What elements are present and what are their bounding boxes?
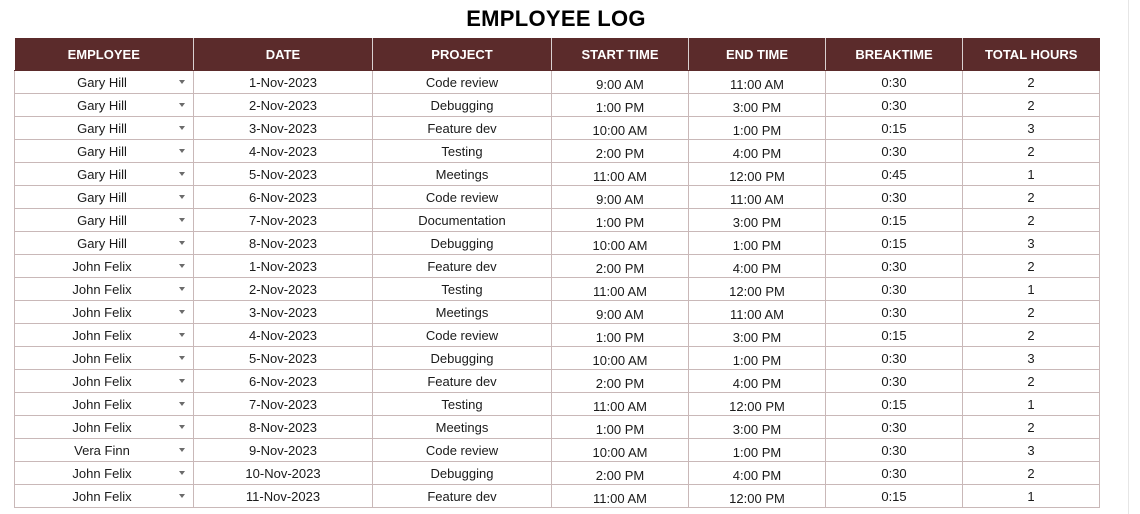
cell-total-hours[interactable]: 2 xyxy=(963,186,1100,209)
table-row xyxy=(15,117,1100,140)
column-header-breaktime[interactable]: BREAKTIME xyxy=(826,38,963,71)
chevron-down-icon[interactable] xyxy=(179,448,185,452)
employee-name: John Felix xyxy=(72,281,132,297)
table-row xyxy=(15,94,1100,117)
table-row xyxy=(15,485,1100,508)
cell-project[interactable]: Feature dev xyxy=(373,485,552,508)
cell-breaktime[interactable]: 0:30 xyxy=(826,71,963,94)
cell-employee-dropdown[interactable] xyxy=(15,393,194,416)
chevron-down-icon[interactable] xyxy=(179,471,185,475)
cell-date[interactable]: 2-Nov-2023 xyxy=(194,94,373,117)
cell-end-time[interactable]: 12:00 PM xyxy=(689,278,826,301)
cell-breaktime[interactable]: 0:30 xyxy=(826,347,963,370)
employee-name: Gary Hill xyxy=(77,212,127,228)
cell-employee-dropdown[interactable] xyxy=(15,347,194,370)
cell-date[interactable]: 5-Nov-2023 xyxy=(194,347,373,370)
employee-name: John Felix xyxy=(72,488,132,504)
cell-breaktime[interactable]: 0:30 xyxy=(826,94,963,117)
cell-date[interactable]: 8-Nov-2023 xyxy=(194,232,373,255)
table-row xyxy=(15,301,1100,324)
employee-name: John Felix xyxy=(72,419,132,435)
cell-date[interactable]: 1-Nov-2023 xyxy=(194,71,373,94)
cell-start-time[interactable]: 11:00 AM xyxy=(552,278,689,301)
chevron-down-icon[interactable] xyxy=(179,425,185,429)
chevron-down-icon[interactable] xyxy=(179,264,185,268)
chevron-down-icon[interactable] xyxy=(179,356,185,360)
cell-total-hours[interactable]: 2 xyxy=(963,209,1100,232)
cell-breaktime[interactable]: 0:30 xyxy=(826,278,963,301)
cell-end-time[interactable]: 11:00 AM xyxy=(689,301,826,324)
cell-employee-dropdown[interactable] xyxy=(15,278,194,301)
cell-total-hours[interactable]: 1 xyxy=(963,278,1100,301)
cell-end-time[interactable]: 12:00 PM xyxy=(689,163,826,186)
cell-employee-dropdown[interactable] xyxy=(15,485,194,508)
cell-total-hours[interactable]: 3 xyxy=(963,232,1100,255)
chevron-down-icon[interactable] xyxy=(179,103,185,107)
cell-total-hours[interactable]: 2 xyxy=(963,416,1100,439)
cell-date[interactable]: 8-Nov-2023 xyxy=(194,416,373,439)
cell-total-hours[interactable]: 2 xyxy=(963,370,1100,393)
cell-start-time[interactable]: 9:00 AM xyxy=(552,301,689,324)
employee-name: John Felix xyxy=(72,465,132,481)
cell-breaktime[interactable]: 0:30 xyxy=(826,439,963,462)
cell-project[interactable]: Feature dev xyxy=(373,117,552,140)
cell-employee-dropdown[interactable] xyxy=(15,209,194,232)
employee-name: John Felix xyxy=(72,304,132,320)
cell-total-hours[interactable]: 1 xyxy=(963,485,1100,508)
cell-end-time[interactable]: 3:00 PM xyxy=(689,209,826,232)
employee-name: Vera Finn xyxy=(74,442,130,458)
sheet-right-edge xyxy=(1128,0,1129,514)
employee-name: John Felix xyxy=(72,258,132,274)
employee-name: Gary Hill xyxy=(77,120,127,136)
cell-project[interactable]: Meetings xyxy=(373,416,552,439)
cell-start-time[interactable]: 2:00 PM xyxy=(552,140,689,163)
cell-breaktime[interactable]: 0:15 xyxy=(826,117,963,140)
table-row xyxy=(15,186,1100,209)
table-row xyxy=(15,278,1100,301)
cell-start-time[interactable]: 10:00 AM xyxy=(552,117,689,140)
cell-total-hours[interactable]: 1 xyxy=(963,163,1100,186)
table-row xyxy=(15,140,1100,163)
chevron-down-icon[interactable] xyxy=(179,149,185,153)
cell-breaktime[interactable]: 0:30 xyxy=(826,255,963,278)
cell-end-time[interactable]: 1:00 PM xyxy=(689,347,826,370)
cell-date[interactable]: 6-Nov-2023 xyxy=(194,186,373,209)
cell-employee-dropdown[interactable] xyxy=(15,416,194,439)
cell-start-time[interactable]: 10:00 AM xyxy=(552,439,689,462)
cell-total-hours[interactable]: 2 xyxy=(963,462,1100,485)
cell-date[interactable]: 6-Nov-2023 xyxy=(194,370,373,393)
cell-breaktime[interactable]: 0:15 xyxy=(826,485,963,508)
column-header-date[interactable]: DATE xyxy=(194,38,373,71)
table-row xyxy=(15,324,1100,347)
employee-name: Gary Hill xyxy=(77,97,127,113)
cell-end-time[interactable]: 3:00 PM xyxy=(689,416,826,439)
cell-end-time[interactable]: 11:00 AM xyxy=(689,71,826,94)
employee-name: Gary Hill xyxy=(77,166,127,182)
cell-employee-dropdown[interactable] xyxy=(15,117,194,140)
chevron-down-icon[interactable] xyxy=(179,402,185,406)
table-row xyxy=(15,462,1100,485)
cell-end-time[interactable]: 4:00 PM xyxy=(689,462,826,485)
cell-end-time[interactable]: 11:00 AM xyxy=(689,186,826,209)
cell-total-hours[interactable]: 3 xyxy=(963,439,1100,462)
cell-total-hours[interactable]: 2 xyxy=(963,301,1100,324)
cell-date[interactable]: 11-Nov-2023 xyxy=(194,485,373,508)
cell-end-time[interactable]: 3:00 PM xyxy=(689,324,826,347)
cell-end-time[interactable]: 3:00 PM xyxy=(689,94,826,117)
cell-end-time[interactable]: 4:00 PM xyxy=(689,255,826,278)
table-row xyxy=(15,347,1100,370)
cell-start-time[interactable]: 9:00 AM xyxy=(552,71,689,94)
cell-start-time[interactable]: 1:00 PM xyxy=(552,324,689,347)
cell-breaktime[interactable]: 0:15 xyxy=(826,209,963,232)
cell-project[interactable]: Debugging xyxy=(373,94,552,117)
cell-start-time[interactable]: 2:00 PM xyxy=(552,462,689,485)
table-row xyxy=(15,439,1100,462)
cell-breaktime[interactable]: 0:30 xyxy=(826,186,963,209)
cell-end-time[interactable]: 4:00 PM xyxy=(689,140,826,163)
table-row xyxy=(15,416,1100,439)
cell-breaktime[interactable]: 0:15 xyxy=(826,232,963,255)
cell-project[interactable]: Debugging xyxy=(373,347,552,370)
chevron-down-icon[interactable] xyxy=(179,241,185,245)
table-row xyxy=(15,163,1100,186)
employee-name: Gary Hill xyxy=(77,143,127,159)
cell-start-time[interactable]: 1:00 PM xyxy=(552,416,689,439)
cell-start-time[interactable]: 11:00 AM xyxy=(552,485,689,508)
cell-project[interactable]: Documentation xyxy=(373,209,552,232)
cell-date[interactable]: 7-Nov-2023 xyxy=(194,393,373,416)
column-header-end-time[interactable]: END TIME xyxy=(689,38,826,71)
chevron-down-icon[interactable] xyxy=(179,333,185,337)
cell-breaktime[interactable]: 0:30 xyxy=(826,301,963,324)
cell-breaktime[interactable]: 0:30 xyxy=(826,140,963,163)
cell-start-time[interactable]: 1:00 PM xyxy=(552,209,689,232)
cell-employee-dropdown[interactable] xyxy=(15,163,194,186)
cell-employee-dropdown[interactable] xyxy=(15,94,194,117)
chevron-down-icon[interactable] xyxy=(179,287,185,291)
cell-end-time[interactable]: 1:00 PM xyxy=(689,439,826,462)
column-header-project[interactable]: PROJECT xyxy=(373,38,552,71)
cell-breaktime[interactable]: 0:45 xyxy=(826,163,963,186)
cell-project[interactable]: Code review xyxy=(373,71,552,94)
employee-log-table xyxy=(14,38,1100,508)
table-body xyxy=(15,71,1100,508)
cell-date[interactable]: 3-Nov-2023 xyxy=(194,117,373,140)
cell-project[interactable]: Feature dev xyxy=(373,255,552,278)
column-header-start-time[interactable]: START TIME xyxy=(552,38,689,71)
cell-project[interactable]: Testing xyxy=(373,278,552,301)
cell-breaktime[interactable]: 0:15 xyxy=(826,393,963,416)
table-row xyxy=(15,255,1100,278)
table-row xyxy=(15,370,1100,393)
sheet-title: EMPLOYEE LOG xyxy=(466,6,646,31)
cell-employee-dropdown[interactable] xyxy=(15,186,194,209)
cell-total-hours[interactable]: 2 xyxy=(963,324,1100,347)
cell-employee-dropdown[interactable] xyxy=(15,324,194,347)
cell-start-time[interactable]: 2:00 PM xyxy=(552,370,689,393)
cell-project[interactable]: Code review xyxy=(373,439,552,462)
cell-end-time[interactable]: 12:00 PM xyxy=(689,393,826,416)
header-row xyxy=(15,38,1100,71)
cell-breaktime[interactable]: 0:30 xyxy=(826,370,963,393)
cell-employee-dropdown[interactable] xyxy=(15,439,194,462)
cell-date[interactable]: 3-Nov-2023 xyxy=(194,301,373,324)
cell-end-time[interactable]: 12:00 PM xyxy=(689,485,826,508)
chevron-down-icon[interactable] xyxy=(179,126,185,130)
chevron-down-icon[interactable] xyxy=(179,172,185,176)
cell-total-hours[interactable]: 2 xyxy=(963,71,1100,94)
cell-date[interactable]: 9-Nov-2023 xyxy=(194,439,373,462)
cell-employee-dropdown[interactable] xyxy=(15,232,194,255)
cell-breaktime[interactable]: 0:30 xyxy=(826,462,963,485)
chevron-down-icon[interactable] xyxy=(179,80,185,84)
chevron-down-icon[interactable] xyxy=(179,310,185,314)
cell-end-time[interactable]: 4:00 PM xyxy=(689,370,826,393)
chevron-down-icon[interactable] xyxy=(179,379,185,383)
cell-project[interactable]: Testing xyxy=(373,393,552,416)
cell-total-hours[interactable]: 1 xyxy=(963,393,1100,416)
cell-date[interactable]: 10-Nov-2023 xyxy=(194,462,373,485)
cell-project[interactable]: Feature dev xyxy=(373,370,552,393)
cell-start-time[interactable]: 1:00 PM xyxy=(552,94,689,117)
cell-date[interactable]: 2-Nov-2023 xyxy=(194,278,373,301)
cell-breaktime[interactable]: 0:15 xyxy=(826,324,963,347)
cell-total-hours[interactable]: 2 xyxy=(963,255,1100,278)
cell-end-time[interactable]: 1:00 PM xyxy=(689,117,826,140)
cell-project[interactable]: Debugging xyxy=(373,232,552,255)
cell-date[interactable]: 1-Nov-2023 xyxy=(194,255,373,278)
cell-date[interactable]: 4-Nov-2023 xyxy=(194,140,373,163)
cell-date[interactable]: 5-Nov-2023 xyxy=(194,163,373,186)
chevron-down-icon[interactable] xyxy=(179,494,185,498)
cell-breaktime[interactable]: 0:30 xyxy=(826,416,963,439)
cell-employee-dropdown[interactable] xyxy=(15,462,194,485)
cell-total-hours[interactable]: 3 xyxy=(963,117,1100,140)
employee-name: John Felix xyxy=(72,350,132,366)
cell-end-time[interactable]: 1:00 PM xyxy=(689,232,826,255)
chevron-down-icon[interactable] xyxy=(179,195,185,199)
cell-start-time[interactable]: 11:00 AM xyxy=(552,163,689,186)
cell-total-hours[interactable]: 2 xyxy=(963,140,1100,163)
cell-date[interactable]: 7-Nov-2023 xyxy=(194,209,373,232)
cell-project[interactable]: Testing xyxy=(373,140,552,163)
cell-start-time[interactable]: 2:00 PM xyxy=(552,255,689,278)
cell-project[interactable]: Code review xyxy=(373,324,552,347)
cell-start-time[interactable]: 10:00 AM xyxy=(552,232,689,255)
chevron-down-icon[interactable] xyxy=(179,218,185,222)
employee-name: Gary Hill xyxy=(77,74,127,90)
column-header-total-hours[interactable]: TOTAL HOURS xyxy=(963,38,1100,71)
cell-start-time[interactable]: 11:00 AM xyxy=(552,393,689,416)
cell-project[interactable]: Code review xyxy=(373,186,552,209)
employee-name: John Felix xyxy=(72,396,132,412)
cell-project[interactable]: Meetings xyxy=(373,301,552,324)
cell-employee-dropdown[interactable] xyxy=(15,71,194,94)
column-header-employee[interactable]: EMPLOYEE xyxy=(15,38,194,71)
cell-employee-dropdown[interactable] xyxy=(15,140,194,163)
table-row xyxy=(15,232,1100,255)
table-row xyxy=(15,71,1100,94)
cell-employee-dropdown[interactable] xyxy=(15,301,194,324)
table-row xyxy=(15,393,1100,416)
cell-project[interactable]: Debugging xyxy=(373,462,552,485)
employee-name: Gary Hill xyxy=(77,189,127,205)
cell-employee-dropdown[interactable] xyxy=(15,370,194,393)
cell-total-hours[interactable]: 3 xyxy=(963,347,1100,370)
employee-name: John Felix xyxy=(72,373,132,389)
cell-date[interactable]: 4-Nov-2023 xyxy=(194,324,373,347)
table-row xyxy=(15,209,1100,232)
cell-start-time[interactable]: 10:00 AM xyxy=(552,347,689,370)
cell-start-time[interactable]: 9:00 AM xyxy=(552,186,689,209)
cell-employee-dropdown[interactable] xyxy=(15,255,194,278)
employee-name: John Felix xyxy=(72,327,132,343)
employee-name: Gary Hill xyxy=(77,235,127,251)
cell-total-hours[interactable]: 2 xyxy=(963,94,1100,117)
cell-project[interactable]: Meetings xyxy=(373,163,552,186)
